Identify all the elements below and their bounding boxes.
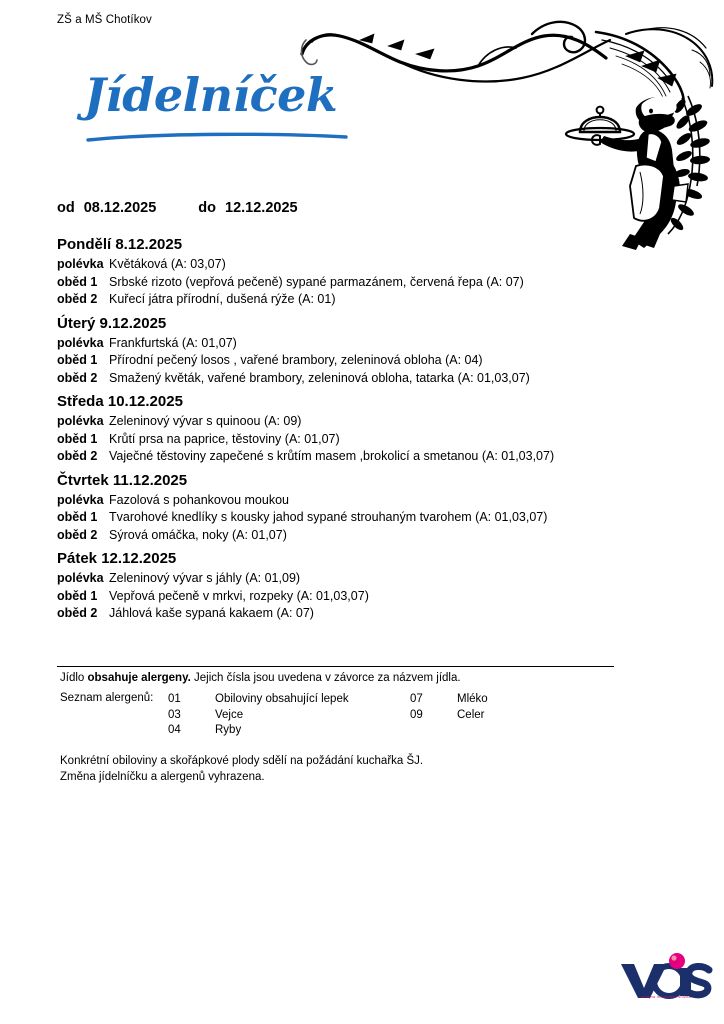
allergen-note-suffix: Jejich čísla jsou uvedena v závorce za názvem jídla. (190, 672, 461, 684)
allergen-code: 01 (168, 693, 181, 705)
school-name: ZŠ a MŠ Chotíkov (57, 14, 152, 26)
meal-label: oběd 1 (57, 431, 98, 446)
meal-row (0, 431, 724, 449)
day-block (0, 393, 724, 466)
meal-row (0, 492, 724, 510)
meal-description: Květáková (A: 03,07) (109, 257, 226, 271)
meal-description: Srbské rizoto (vepřová pečeně) sypané parmazánem, červená řepa (A: 07) (109, 274, 524, 289)
meal-row (0, 527, 724, 545)
allergen-item (410, 692, 488, 708)
range-from-label: od (57, 200, 75, 216)
day-title: Čtvrtek 11.12.2025 (57, 471, 188, 489)
vis-logo (617, 952, 713, 1000)
allergen-code: 04 (168, 724, 181, 736)
allergen-name: Mléko (457, 693, 488, 705)
allergen-legend-column-2 (410, 692, 488, 723)
allergen-item (168, 708, 349, 724)
vis-logo-dot (669, 953, 685, 969)
day-title: Pátek 12.12.2025 (57, 550, 177, 567)
meal-label: polévka (57, 492, 104, 507)
allergen-note-emphasis: obsahuje alergeny. (87, 672, 191, 684)
meal-label: polévka (57, 257, 104, 271)
title-underline (86, 132, 348, 142)
meal-label: polévka (57, 335, 104, 350)
meal-description: Přírodní pečený losos , vařené brambory, zeleninová obloha (A: 04) (109, 353, 483, 367)
meal-description: Zeleninový vývar s jáhly (A: 01,09) (109, 571, 301, 585)
range-from-date: 08.12.2025 (83, 200, 157, 216)
meal-row (0, 588, 724, 606)
menu-list (0, 236, 724, 629)
day-title: Úterý 9.12.2025 (57, 314, 167, 332)
allergen-legend-column-1 (168, 692, 349, 739)
day-block (0, 236, 724, 309)
meal-row (0, 335, 724, 353)
meal-row (0, 256, 724, 274)
allergen-note-prefix: Jídlo (60, 672, 88, 684)
meal-label: oběd 2 (57, 449, 98, 463)
meal-row (0, 291, 724, 309)
footer-note-line: Konkrétní obiloviny a skořápkové plody sdělí na požádání kuchařka ŠJ. (60, 755, 424, 767)
vis-logo-tagline: veřejná informační služba (641, 995, 691, 999)
meal-label: oběd 2 (57, 292, 98, 306)
allergen-code: 03 (168, 708, 181, 721)
section-divider (57, 666, 614, 667)
meal-description: Vaječné těstoviny zapečené s krůtím masem ,brokolicí a smetanou (A: 01,03,07) (109, 449, 555, 463)
meal-label: oběd 1 (57, 274, 98, 289)
meal-description: Zeleninový vývar s quinoou (A: 09) (109, 414, 302, 428)
meal-description: Krůtí prsa na paprice, těstoviny (A: 01,07) (109, 431, 340, 446)
meal-description: Kuřecí játra přírodní, dušená rýže (A: 01) (109, 292, 336, 306)
meal-row (0, 509, 724, 527)
meal-label: oběd 2 (57, 606, 98, 620)
allergen-code: 09 (410, 708, 423, 721)
meal-label: oběd 1 (57, 353, 98, 367)
date-range (57, 200, 298, 216)
range-to-date: 12.12.2025 (225, 200, 298, 216)
allergen-item (168, 692, 349, 708)
waiter-with-tray-icon (556, 62, 724, 252)
meal-row (0, 352, 724, 370)
allergen-note (60, 672, 461, 684)
day-block (0, 315, 724, 388)
meal-label: oběd 2 (57, 370, 98, 385)
day-block (0, 550, 724, 623)
meal-description: Sýrová omáčka, noky (A: 01,07) (109, 527, 287, 542)
page-title (84, 68, 364, 152)
day-title: Středa 10.12.2025 (57, 393, 183, 410)
meal-row (0, 413, 724, 431)
day-title: Pondělí 8.12.2025 (57, 236, 183, 253)
day-block (0, 472, 724, 545)
allergen-item (168, 723, 349, 739)
footer-notes (60, 753, 423, 785)
meal-description: Fazolová s pohankovou moukou (109, 492, 289, 507)
allergen-name: Obiloviny obsahující lepek (215, 693, 349, 705)
allergen-name: Vejce (215, 708, 244, 721)
meal-row (0, 274, 724, 292)
allergen-code: 07 (410, 693, 423, 705)
footer-note-line: Změna jídelníčku a alergenů vyhrazena. (60, 771, 265, 783)
meal-row (0, 448, 724, 466)
allergen-name: Ryby (215, 724, 242, 736)
meal-row (0, 570, 724, 588)
meal-description: Frankfurtská (A: 01,07) (109, 335, 237, 350)
page-title-text: Jídelníček (84, 68, 338, 122)
range-to-label: do (198, 200, 217, 216)
meal-row (0, 370, 724, 388)
meal-label: polévka (57, 571, 104, 585)
allergen-item (410, 708, 488, 724)
meal-label: oběd 2 (57, 527, 98, 542)
allergen-legend-title: Seznam alergenů: (60, 692, 154, 704)
meal-label: polévka (57, 414, 104, 428)
meal-description: Tvarohové knedlíky s kousky jahod sypané strouhaným tvarohem (A: 01,03,07) (109, 510, 548, 524)
meal-description: Jáhlová kaše sypaná kakaem (A: 07) (109, 606, 314, 620)
allergen-name: Celer (457, 708, 485, 721)
meal-label: oběd 1 (57, 588, 98, 603)
meal-row (0, 605, 724, 623)
meal-label: oběd 1 (57, 510, 98, 524)
meal-description: Smažený květák, vařené brambory, zeleninová obloha, tatarka (A: 01,03,07) (109, 370, 530, 385)
meal-description: Vepřová pečeně v mrkvi, rozpeky (A: 01,03,07) (109, 588, 369, 603)
